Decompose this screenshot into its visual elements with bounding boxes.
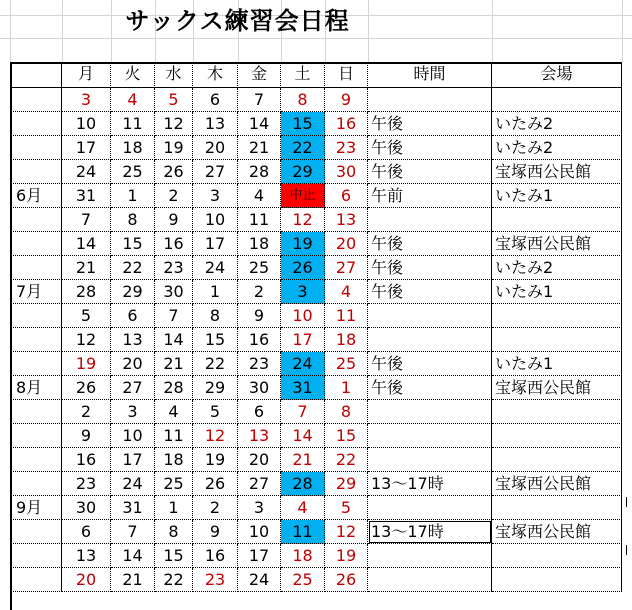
header-day-cell[interactable]: 金 <box>238 62 281 88</box>
day-cell[interactable]: 7 <box>155 304 193 328</box>
time-cell[interactable]: 午後 <box>368 256 492 280</box>
day-cell[interactable]: 13 <box>111 328 155 352</box>
venue-cell[interactable] <box>492 400 622 424</box>
time-cell[interactable] <box>368 424 492 448</box>
table-top-border <box>10 62 621 64</box>
month-label-cell[interactable] <box>10 136 62 160</box>
day-cell[interactable]: 20 <box>238 448 281 472</box>
day-cell[interactable]: 22 <box>111 256 155 280</box>
day-cell[interactable]: 19 <box>281 232 325 256</box>
day-cell[interactable]: 5 <box>62 304 111 328</box>
time-cell[interactable] <box>368 208 492 232</box>
day-cell[interactable]: 30 <box>62 496 111 520</box>
day-cell[interactable]: 4 <box>111 88 155 112</box>
day-cell[interactable]: 6 <box>325 184 368 208</box>
venue-cell[interactable]: いたみ2 <box>492 112 622 136</box>
time-cell[interactable] <box>368 568 492 592</box>
day-cell[interactable]: 15 <box>193 328 238 352</box>
venue-cell[interactable] <box>492 328 622 352</box>
venue-cell[interactable]: いたみ2 <box>492 136 622 160</box>
day-cell[interactable]: 15 <box>325 424 368 448</box>
day-cell[interactable]: 11 <box>238 208 281 232</box>
day-cell[interactable]: 9 <box>62 424 111 448</box>
day-cell[interactable]: 4 <box>281 496 325 520</box>
month-label-cell[interactable] <box>10 112 62 136</box>
header-day-cell[interactable]: 木 <box>193 62 238 88</box>
day-cell[interactable]: 25 <box>325 352 368 376</box>
day-cell[interactable]: 27 <box>325 256 368 280</box>
day-cell[interactable]: 21 <box>238 136 281 160</box>
day-cell[interactable]: 23 <box>238 352 281 376</box>
day-cell[interactable]: 17 <box>111 448 155 472</box>
day-cell[interactable]: 9 <box>155 208 193 232</box>
day-cell[interactable]: 7 <box>111 520 155 544</box>
table-left-border <box>10 62 12 610</box>
venue-cell[interactable]: 宝塚西公民館 <box>492 472 622 496</box>
venue-cell[interactable] <box>492 568 622 592</box>
day-cell[interactable]: 19 <box>193 448 238 472</box>
day-cell[interactable]: 16 <box>238 328 281 352</box>
header-day-cell[interactable]: 火 <box>111 62 155 88</box>
month-label-cell[interactable] <box>10 520 62 544</box>
month-label-cell[interactable] <box>10 232 62 256</box>
month-label-cell[interactable] <box>10 568 62 592</box>
day-cell[interactable]: 29 <box>111 280 155 304</box>
venue-cell[interactable] <box>492 88 622 112</box>
cancelled-day-cell[interactable]: 中止 <box>281 184 325 208</box>
header-day-cell[interactable]: 水 <box>155 62 193 88</box>
day-cell[interactable]: 29 <box>193 376 238 400</box>
venue-cell[interactable]: いたみ1 <box>492 184 622 208</box>
time-cell[interactable]: 午後 <box>368 376 492 400</box>
day-cell[interactable]: 13 <box>193 112 238 136</box>
header-day-cell[interactable]: 土 <box>281 62 325 88</box>
day-cell[interactable]: 22 <box>193 352 238 376</box>
venue-cell[interactable] <box>492 208 622 232</box>
day-cell[interactable]: 24 <box>193 256 238 280</box>
month-label-cell[interactable]: 9月 <box>10 496 62 520</box>
day-cell[interactable]: 28 <box>238 160 281 184</box>
time-cell[interactable] <box>368 304 492 328</box>
day-cell[interactable]: 30 <box>155 280 193 304</box>
day-cell[interactable]: 25 <box>238 256 281 280</box>
day-cell[interactable]: 19 <box>62 352 111 376</box>
day-cell[interactable]: 30 <box>325 160 368 184</box>
day-cell[interactable]: 2 <box>238 280 281 304</box>
month-label-cell[interactable] <box>10 328 62 352</box>
day-cell[interactable]: 14 <box>238 112 281 136</box>
day-cell[interactable]: 6 <box>193 88 238 112</box>
day-cell[interactable]: 11 <box>111 112 155 136</box>
day-cell[interactable]: 23 <box>62 472 111 496</box>
month-label-cell[interactable] <box>10 160 62 184</box>
header-blank-cell[interactable] <box>10 62 62 88</box>
day-cell[interactable]: 14 <box>62 232 111 256</box>
day-cell[interactable]: 9 <box>238 304 281 328</box>
day-cell[interactable]: 20 <box>62 568 111 592</box>
day-cell[interactable]: 23 <box>155 256 193 280</box>
day-cell[interactable]: 13 <box>325 208 368 232</box>
day-cell[interactable]: 26 <box>62 376 111 400</box>
day-cell[interactable]: 31 <box>111 496 155 520</box>
venue-cell[interactable]: 宝塚西公民館 <box>492 520 622 544</box>
day-cell[interactable]: 10 <box>111 424 155 448</box>
venue-cell[interactable]: いたみ1 <box>492 352 622 376</box>
time-cell[interactable] <box>368 328 492 352</box>
day-cell[interactable]: 6 <box>111 304 155 328</box>
day-cell[interactable]: 12 <box>155 112 193 136</box>
day-cell[interactable]: 26 <box>155 160 193 184</box>
header-time-cell[interactable]: 時間 <box>368 62 492 88</box>
venue-cell[interactable] <box>492 448 622 472</box>
day-cell[interactable]: 13 <box>238 424 281 448</box>
day-cell[interactable]: 22 <box>281 136 325 160</box>
day-cell[interactable]: 14 <box>281 424 325 448</box>
day-cell[interactable]: 12 <box>193 424 238 448</box>
day-cell[interactable]: 22 <box>325 448 368 472</box>
day-cell[interactable]: 9 <box>325 88 368 112</box>
day-cell[interactable]: 4 <box>238 184 281 208</box>
day-cell[interactable]: 3 <box>238 496 281 520</box>
day-cell[interactable]: 8 <box>193 304 238 328</box>
time-cell[interactable]: 午後 <box>368 280 492 304</box>
day-cell[interactable]: 14 <box>155 328 193 352</box>
day-cell[interactable]: 16 <box>325 112 368 136</box>
time-cell[interactable]: 13～17時 <box>368 472 492 496</box>
day-cell[interactable]: 21 <box>281 448 325 472</box>
day-cell[interactable]: 3 <box>281 280 325 304</box>
day-cell[interactable]: 7 <box>238 88 281 112</box>
day-cell[interactable]: 16 <box>62 448 111 472</box>
month-label-cell[interactable] <box>10 256 62 280</box>
day-cell[interactable]: 19 <box>325 544 368 568</box>
month-label-cell[interactable]: 7月 <box>10 280 62 304</box>
day-cell[interactable]: 24 <box>238 568 281 592</box>
day-cell[interactable]: 27 <box>111 376 155 400</box>
day-cell[interactable]: 29 <box>281 160 325 184</box>
day-cell[interactable]: 29 <box>325 472 368 496</box>
time-cell[interactable] <box>368 448 492 472</box>
venue-cell[interactable] <box>492 544 622 568</box>
day-cell[interactable]: 15 <box>111 232 155 256</box>
month-label-cell[interactable] <box>10 472 62 496</box>
day-cell[interactable]: 25 <box>111 160 155 184</box>
month-label-cell[interactable] <box>10 544 62 568</box>
time-cell[interactable] <box>368 400 492 424</box>
day-cell[interactable]: 12 <box>62 328 111 352</box>
day-cell[interactable]: 21 <box>62 256 111 280</box>
venue-cell[interactable] <box>492 424 622 448</box>
venue-cell[interactable] <box>492 304 622 328</box>
gridline <box>622 0 623 62</box>
venue-cell[interactable]: いたみ2 <box>492 256 622 280</box>
day-cell[interactable]: 10 <box>62 112 111 136</box>
day-cell[interactable]: 11 <box>155 424 193 448</box>
day-cell[interactable]: 8 <box>111 208 155 232</box>
venue-cell[interactable]: いたみ1 <box>492 280 622 304</box>
day-cell[interactable]: 2 <box>193 496 238 520</box>
day-cell[interactable]: 17 <box>193 232 238 256</box>
header-day-cell[interactable]: 日 <box>325 62 368 88</box>
day-cell[interactable]: 3 <box>193 184 238 208</box>
day-cell[interactable]: 18 <box>281 544 325 568</box>
cell-edge-marker <box>626 545 627 555</box>
day-cell[interactable]: 18 <box>111 136 155 160</box>
month-label-cell[interactable] <box>10 448 62 472</box>
page-title[interactable]: サックス練習会日程 <box>125 7 350 35</box>
day-cell[interactable]: 15 <box>155 544 193 568</box>
day-cell[interactable]: 4 <box>155 400 193 424</box>
header-day-cell[interactable]: 月 <box>62 62 111 88</box>
day-cell[interactable]: 28 <box>155 376 193 400</box>
day-cell[interactable]: 12 <box>325 520 368 544</box>
day-cell[interactable]: 24 <box>281 352 325 376</box>
day-cell[interactable]: 17 <box>281 328 325 352</box>
day-cell[interactable]: 10 <box>193 208 238 232</box>
day-cell[interactable]: 3 <box>62 88 111 112</box>
day-cell[interactable]: 24 <box>62 160 111 184</box>
day-cell[interactable]: 8 <box>281 88 325 112</box>
gridline <box>492 0 493 62</box>
day-cell[interactable]: 18 <box>325 328 368 352</box>
day-cell[interactable]: 15 <box>281 112 325 136</box>
day-cell[interactable]: 2 <box>155 184 193 208</box>
month-label-cell[interactable]: 8月 <box>10 376 62 400</box>
day-cell[interactable]: 26 <box>281 256 325 280</box>
time-cell[interactable] <box>368 496 492 520</box>
day-cell[interactable]: 1 <box>111 184 155 208</box>
month-label-cell[interactable] <box>10 208 62 232</box>
day-cell[interactable]: 27 <box>238 472 281 496</box>
day-cell[interactable]: 28 <box>62 280 111 304</box>
day-cell[interactable]: 10 <box>281 304 325 328</box>
month-label-cell[interactable] <box>10 424 62 448</box>
day-cell[interactable]: 5 <box>155 88 193 112</box>
time-cell[interactable]: 13～17時 <box>368 520 492 544</box>
day-cell[interactable]: 18 <box>238 232 281 256</box>
day-cell[interactable]: 31 <box>281 376 325 400</box>
day-cell[interactable]: 16 <box>193 544 238 568</box>
time-cell[interactable]: 午後 <box>368 352 492 376</box>
day-cell[interactable]: 1 <box>155 496 193 520</box>
day-cell[interactable]: 26 <box>325 568 368 592</box>
time-cell[interactable]: 午後 <box>368 136 492 160</box>
day-cell[interactable]: 21 <box>155 352 193 376</box>
day-cell[interactable]: 11 <box>281 520 325 544</box>
day-cell[interactable]: 20 <box>193 136 238 160</box>
day-cell[interactable]: 8 <box>325 400 368 424</box>
day-cell[interactable]: 18 <box>155 448 193 472</box>
cell-edge-marker <box>626 497 627 507</box>
day-cell[interactable]: 5 <box>325 496 368 520</box>
day-cell[interactable]: 7 <box>281 400 325 424</box>
month-label-cell[interactable] <box>10 88 62 112</box>
venue-cell[interactable]: 宝塚西公民館 <box>492 376 622 400</box>
day-cell[interactable]: 31 <box>62 184 111 208</box>
day-cell[interactable]: 11 <box>325 304 368 328</box>
gridline <box>10 0 11 62</box>
day-cell[interactable]: 12 <box>281 208 325 232</box>
month-label-cell[interactable]: 6月 <box>10 184 62 208</box>
month-label-cell[interactable] <box>10 352 62 376</box>
day-cell[interactable]: 21 <box>111 568 155 592</box>
day-cell[interactable]: 20 <box>325 232 368 256</box>
day-cell[interactable]: 17 <box>238 544 281 568</box>
day-cell[interactable]: 1 <box>325 376 368 400</box>
day-cell[interactable]: 13 <box>62 544 111 568</box>
venue-cell[interactable]: 宝塚西公民館 <box>492 160 622 184</box>
day-cell[interactable]: 20 <box>111 352 155 376</box>
day-cell[interactable]: 25 <box>281 568 325 592</box>
time-cell[interactable] <box>368 88 492 112</box>
day-cell[interactable]: 7 <box>62 208 111 232</box>
day-cell[interactable]: 14 <box>111 544 155 568</box>
time-cell[interactable]: 午後 <box>368 112 492 136</box>
time-cell[interactable]: 午後 <box>368 160 492 184</box>
day-cell[interactable]: 2 <box>62 400 111 424</box>
day-cell[interactable]: 16 <box>155 232 193 256</box>
day-cell[interactable]: 25 <box>155 472 193 496</box>
month-label-cell[interactable] <box>10 400 62 424</box>
day-cell[interactable]: 10 <box>238 520 281 544</box>
day-cell[interactable]: 22 <box>155 568 193 592</box>
venue-cell[interactable]: 宝塚西公民館 <box>492 232 622 256</box>
time-cell[interactable]: 午後 <box>368 232 492 256</box>
gridline <box>0 38 632 39</box>
venue-cell[interactable] <box>492 496 622 520</box>
time-cell[interactable] <box>368 544 492 568</box>
day-cell[interactable]: 5 <box>193 400 238 424</box>
day-cell[interactable]: 1 <box>193 280 238 304</box>
header-venue-cell[interactable]: 会場 <box>492 62 622 88</box>
day-cell[interactable]: 8 <box>155 520 193 544</box>
day-cell[interactable]: 26 <box>193 472 238 496</box>
day-cell[interactable]: 9 <box>193 520 238 544</box>
day-cell[interactable]: 23 <box>193 568 238 592</box>
day-cell[interactable]: 6 <box>62 520 111 544</box>
day-cell[interactable]: 23 <box>325 136 368 160</box>
day-cell[interactable]: 6 <box>238 400 281 424</box>
day-cell[interactable]: 30 <box>238 376 281 400</box>
day-cell[interactable]: 28 <box>281 472 325 496</box>
day-cell[interactable]: 4 <box>325 280 368 304</box>
time-cell[interactable]: 午前 <box>368 184 492 208</box>
day-cell[interactable]: 27 <box>193 160 238 184</box>
day-cell[interactable]: 24 <box>111 472 155 496</box>
day-cell[interactable]: 3 <box>111 400 155 424</box>
day-cell[interactable]: 17 <box>62 136 111 160</box>
day-cell[interactable]: 19 <box>155 136 193 160</box>
month-label-cell[interactable] <box>10 304 62 328</box>
